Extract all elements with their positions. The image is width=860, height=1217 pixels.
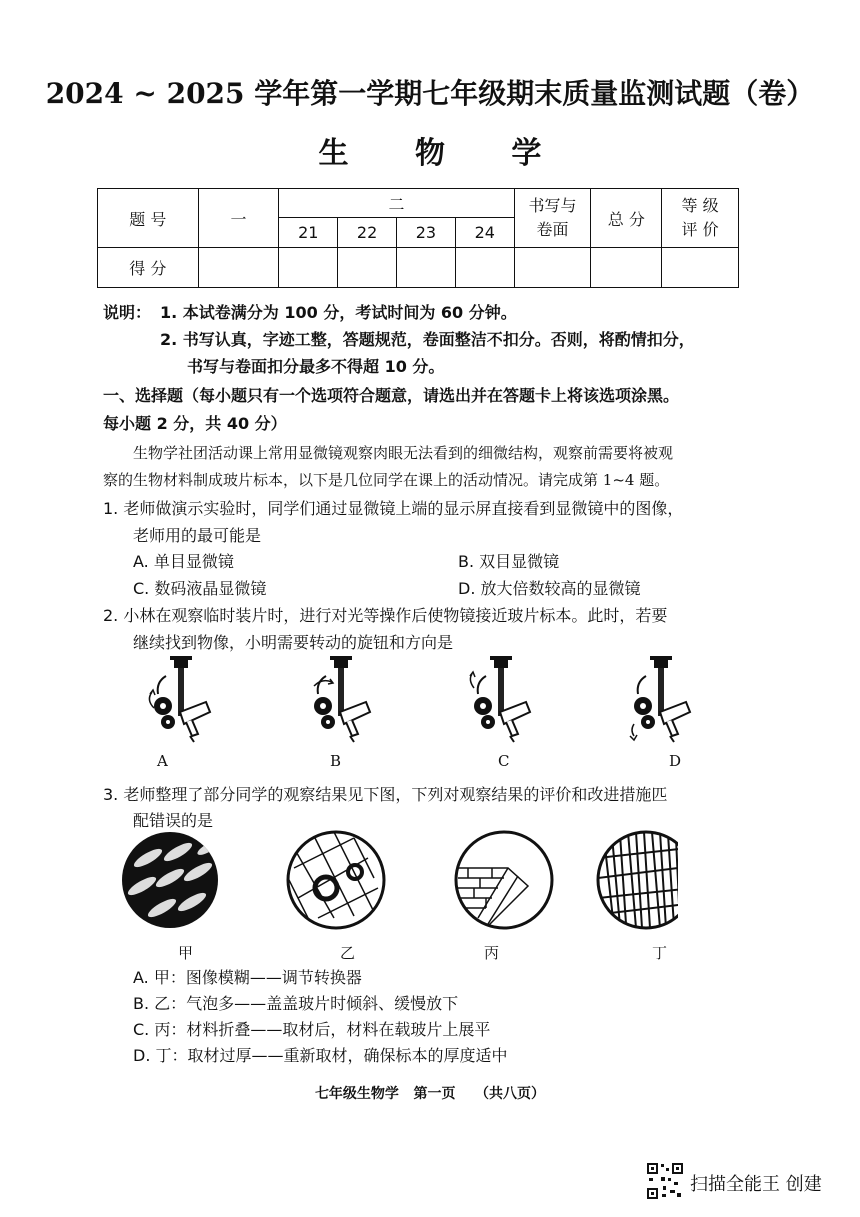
q1-option-a[interactable]: A. 单目显微镜 [133,552,234,571]
q2-stem-cont: 继续找到物像，小明需要转动的旋钮和方向是 [133,633,454,652]
note-1: 1. 本试卷满分为 100 分，考试时间为 60 分钟。 [160,303,517,322]
exam-title: 2024 ~ 2025 学年第一学期七年级期末质量监测试题（卷） [45,77,815,110]
score-cell-grade[interactable] [662,248,739,288]
q21-header: 21 [279,218,338,248]
question-number-header: 题 号 [98,189,199,248]
grade-header-line1: 等 级 [681,196,719,215]
score-cell-writing[interactable] [514,248,591,288]
note-2b: 书写与卷面扣分最多不得超 10 分。 [187,357,445,376]
scope-label-c: C [498,752,510,770]
q24-header: 24 [455,218,514,248]
q22-header: 22 [338,218,397,248]
page-footer: 七年级生物学 第一页 （共八页） [314,1086,546,1102]
note-2: 2. 书写认真，字迹工整，答题规范，卷面整洁不扣分。否则，将酌情扣分， [160,330,695,349]
section-two-header: 二 [279,189,514,218]
view-label-jia: 甲 [178,944,194,962]
score-cell-22[interactable] [338,248,397,288]
score-row-label: 得 分 [98,248,199,288]
writing-header-line2: 卷面 [536,220,569,239]
scope-figure-d[interactable] [630,656,690,742]
qr-code-icon [646,1162,684,1200]
total-header: 总 分 [591,189,662,248]
q1-option-b[interactable]: B. 双目显微镜 [458,552,560,571]
scope-label-d: D [669,752,682,770]
section1-heading: 一、选择题（每小题只有一个选项符合题意，请选出并在答题卡上将该选项涂黑。 [103,386,680,405]
score-cell-one[interactable] [198,248,279,288]
score-cell-23[interactable] [397,248,456,288]
q3-stem: 3. 老师整理了部分同学的观察结果见下图，下列对观察结果的评价和改进措施匹 [103,785,668,804]
view-bing [448,832,552,928]
q3-option-a[interactable]: A. 甲：图像模糊——调节转换器 [133,968,362,987]
q3-option-c[interactable]: C. 丙：材料折叠——取材后，材料在载玻片上展平 [133,1020,491,1039]
view-label-yi: 乙 [340,944,356,962]
subject-title: 生 物 学 [318,136,570,171]
writing-header [514,189,591,248]
q2-stem: 2. 小林在观察临时装片时，进行对光等操作后使物镜接近玻片标本。此时，若要 [103,606,668,625]
section1-intro: 生物学社团活动课上常用显微镜观察肉眼无法看到的细微结构，观察前需要将被观 [133,444,674,462]
score-table [97,188,739,288]
q3-observation-figures [118,828,678,938]
writing-header-line1: 书写与 [528,196,577,215]
note-label: 说明： [103,303,152,322]
q1-stem-cont: 老师用的最可能是 [133,526,262,545]
q3-option-d[interactable]: D. 丁：取材过厚——重新取材，确保标本的厚度适中 [133,1046,508,1065]
scope-label-b: B [330,752,342,770]
scope-label-a: A [157,752,168,770]
grade-header-line2: 评 价 [681,220,719,239]
q1-stem: 1. 老师做演示实验时，同学们通过显微镜上端的显示屏直接看到显微镜中的图像， [103,499,684,518]
view-jia [122,832,220,928]
grade-header [662,189,739,248]
q2-microscope-figures [130,652,730,752]
view-label-bing: 丙 [484,944,500,962]
score-cell-24[interactable] [455,248,514,288]
q1-option-c[interactable]: C. 数码液晶显微镜 [133,579,267,598]
scope-figure-a[interactable] [149,656,210,742]
scope-figure-b[interactable] [314,656,370,742]
view-yi [288,832,384,928]
section1-heading-cont: 每小题 2 分，共 40 分） [103,414,287,433]
scope-figure-c[interactable] [470,656,530,742]
view-label-ding: 丁 [652,944,668,962]
q1-option-d[interactable]: D. 放大倍数较高的显微镜 [458,579,641,598]
view-ding [598,832,678,928]
q3-option-b[interactable]: B. 乙：气泡多——盖盖玻片时倾斜、缓慢放下 [133,994,459,1013]
q23-header: 23 [397,218,456,248]
score-cell-total[interactable] [591,248,662,288]
section-one-header: 一 [198,189,279,248]
scanner-watermark: 扫描全能王 创建 [690,1174,822,1195]
section1-intro-cont: 察的生物材料制成玻片标本，以下是几位同学在课上的活动情况。请完成第 1~4 题。 [103,471,670,489]
q3-stem-cont: 配错误的是 [133,811,214,830]
score-cell-21[interactable] [279,248,338,288]
